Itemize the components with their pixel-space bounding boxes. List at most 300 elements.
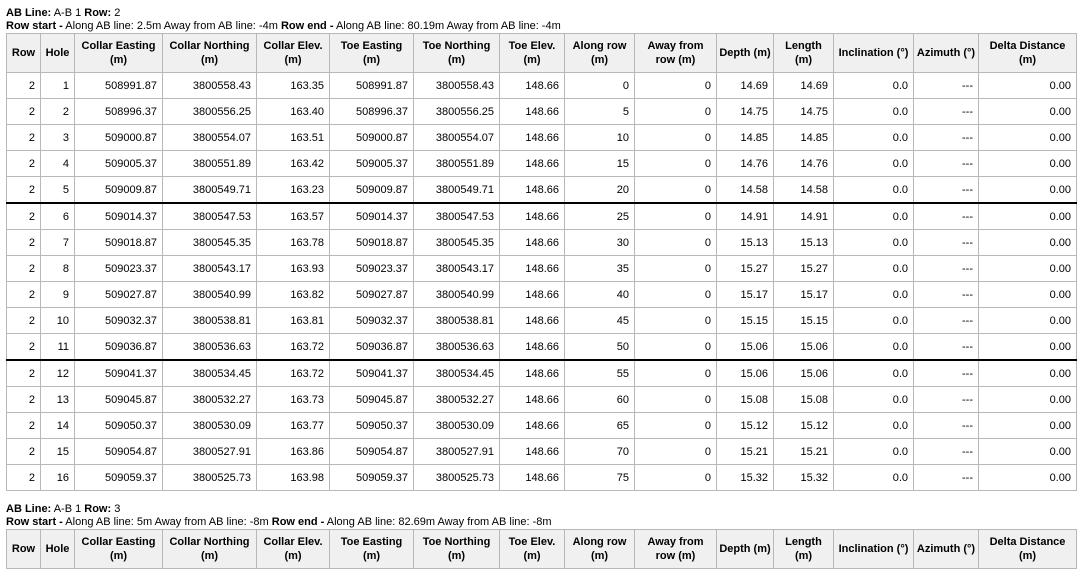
table-cell: 3800554.07 (163, 125, 257, 151)
table-cell: 509027.87 (330, 282, 414, 308)
table-cell: 0.00 (979, 203, 1077, 230)
table-header-row (7, 34, 1077, 73)
table-cell: 3 (41, 125, 75, 151)
table-cell: 0.00 (979, 256, 1077, 282)
table-cell: 0.00 (979, 308, 1077, 334)
table-cell: 0 (635, 308, 717, 334)
table-cell: 0 (635, 439, 717, 465)
table-cell: 2 (7, 465, 41, 491)
table-cell: 3800547.53 (414, 203, 500, 230)
table-cell: 0 (635, 151, 717, 177)
table-cell: 509009.87 (330, 177, 414, 204)
table-cell: 3800538.81 (414, 308, 500, 334)
column-header: Delta Distance (m) (979, 530, 1077, 569)
column-header: Depth (m) (717, 530, 774, 569)
table-cell: 509045.87 (330, 387, 414, 413)
table-cell: 0 (565, 73, 635, 99)
table-cell: 14.91 (774, 203, 834, 230)
table-cell: 163.35 (257, 73, 330, 99)
table-cell: 14 (41, 413, 75, 439)
column-header: Collar Easting (m) (75, 530, 163, 569)
table-row (7, 334, 1077, 361)
holes-table-row-3 (6, 529, 1077, 569)
column-header: Hole (41, 530, 75, 569)
column-header: Along row (m) (565, 34, 635, 73)
table-cell: --- (914, 203, 979, 230)
table-cell: 163.93 (257, 256, 330, 282)
table-cell: --- (914, 125, 979, 151)
column-header: Azimuth (°) (914, 530, 979, 569)
table-cell: --- (914, 465, 979, 491)
table-cell: 148.66 (500, 125, 565, 151)
table-cell: 15.32 (717, 465, 774, 491)
table-cell: 0.00 (979, 282, 1077, 308)
table-cell: 0.00 (979, 465, 1077, 491)
table-cell: 15.08 (774, 387, 834, 413)
column-header: Toe Northing (m) (414, 530, 500, 569)
table-cell: 10 (41, 308, 75, 334)
column-header: Inclination (°) (834, 530, 914, 569)
table-cell: --- (914, 282, 979, 308)
table-cell: 12 (41, 360, 75, 387)
table-cell: 0 (635, 282, 717, 308)
table-cell: 148.66 (500, 230, 565, 256)
table-cell: 148.66 (500, 151, 565, 177)
table-cell: 509045.87 (75, 387, 163, 413)
table-cell: 50 (565, 334, 635, 361)
table-cell: 2 (7, 203, 41, 230)
row-end-label: Row end - (271, 516, 325, 528)
table-cell: 2 (7, 334, 41, 361)
table-cell: 0 (635, 230, 717, 256)
table-cell: 15.17 (774, 282, 834, 308)
table-cell: 5 (41, 177, 75, 204)
row-range-info (6, 516, 1077, 529)
table-cell: 508991.87 (75, 73, 163, 99)
table-cell: 2 (7, 439, 41, 465)
table-cell: 163.77 (257, 413, 330, 439)
table-cell: 2 (7, 308, 41, 334)
table-cell: 15.06 (717, 334, 774, 361)
table-cell: 163.81 (257, 308, 330, 334)
table-cell: 0 (635, 203, 717, 230)
table-cell: 9 (41, 282, 75, 308)
row-value: 3 (114, 503, 121, 515)
table-cell: 3800551.89 (163, 151, 257, 177)
table-cell: 0.0 (834, 99, 914, 125)
table-cell: 8 (41, 256, 75, 282)
table-cell: 148.66 (500, 360, 565, 387)
table-cell: 509005.37 (75, 151, 163, 177)
table-cell: 2 (7, 387, 41, 413)
table-cell: 5 (565, 99, 635, 125)
table-row (7, 203, 1077, 230)
column-header: Collar Elev. (m) (257, 530, 330, 569)
table-cell: 3800545.35 (414, 230, 500, 256)
table-row (7, 308, 1077, 334)
table-cell: 2 (7, 282, 41, 308)
table-cell: 509005.37 (330, 151, 414, 177)
table-cell: 0.0 (834, 151, 914, 177)
table-cell: 15.08 (717, 387, 774, 413)
row-start-value: Along AB line: 5m Away from AB line: -8m (65, 516, 269, 528)
table-cell: 0.0 (834, 282, 914, 308)
table-cell: 0.00 (979, 177, 1077, 204)
table-cell: 15.21 (717, 439, 774, 465)
table-cell: 15.27 (717, 256, 774, 282)
table-cell: 3800527.91 (163, 439, 257, 465)
column-header: Toe Easting (m) (330, 34, 414, 73)
table-cell: 20 (565, 177, 635, 204)
table-cell: --- (914, 308, 979, 334)
table-cell: 15.27 (774, 256, 834, 282)
table-cell: 15 (41, 439, 75, 465)
table-cell: 163.72 (257, 360, 330, 387)
table-cell: 508991.87 (330, 73, 414, 99)
column-header: Along row (m) (565, 530, 635, 569)
row-label: Row: (84, 7, 112, 19)
table-row (7, 439, 1077, 465)
table-cell: 55 (565, 360, 635, 387)
table-cell: 30 (565, 230, 635, 256)
row-start-label: Row start - (6, 20, 63, 32)
table-cell: 163.57 (257, 203, 330, 230)
table-cell: 509027.87 (75, 282, 163, 308)
table-cell: 60 (565, 387, 635, 413)
table-cell: 3800525.73 (163, 465, 257, 491)
holes-table-row-2 (6, 33, 1077, 491)
table-cell: 509050.37 (330, 413, 414, 439)
column-header: Delta Distance (m) (979, 34, 1077, 73)
table-cell: 0 (635, 334, 717, 361)
table-cell: 163.40 (257, 99, 330, 125)
table-cell: 509059.37 (75, 465, 163, 491)
table-cell: 163.86 (257, 439, 330, 465)
table-cell: 163.23 (257, 177, 330, 204)
section-1-header (6, 7, 1077, 33)
column-header: Row (7, 530, 41, 569)
table-cell: 3800536.63 (163, 334, 257, 361)
table-cell: 3800527.91 (414, 439, 500, 465)
table-cell: 14.75 (717, 99, 774, 125)
table-cell: 2 (7, 256, 41, 282)
table-cell: 509059.37 (330, 465, 414, 491)
table-cell: 4 (41, 151, 75, 177)
table-cell: 16 (41, 465, 75, 491)
table-cell: 0 (635, 125, 717, 151)
column-header: Toe Elev. (m) (500, 34, 565, 73)
table-cell: 509054.87 (330, 439, 414, 465)
table-cell: 2 (7, 99, 41, 125)
table-cell: 40 (565, 282, 635, 308)
table-row (7, 177, 1077, 204)
table-cell: 0.00 (979, 99, 1077, 125)
column-header: Toe Elev. (m) (500, 530, 565, 569)
table-cell: 163.42 (257, 151, 330, 177)
table-cell: 15.06 (774, 334, 834, 361)
table-cell: 3800547.53 (163, 203, 257, 230)
column-header: Toe Northing (m) (414, 34, 500, 73)
table-cell: --- (914, 99, 979, 125)
row-range-info (6, 20, 1077, 33)
table-cell: 3800558.43 (163, 73, 257, 99)
table-cell: 0.00 (979, 413, 1077, 439)
row-start-value: Along AB line: 2.5m Away from AB line: -4m (65, 20, 278, 32)
table-cell: 15.32 (774, 465, 834, 491)
table-cell: 0.00 (979, 73, 1077, 99)
report (6, 7, 1077, 569)
table-cell: 3800549.71 (163, 177, 257, 204)
table-cell: 148.66 (500, 413, 565, 439)
table-cell: 75 (565, 465, 635, 491)
column-header: Toe Easting (m) (330, 530, 414, 569)
table-header-row (7, 530, 1077, 569)
table-cell: 2 (7, 151, 41, 177)
table-cell: 0 (635, 177, 717, 204)
column-header: Row (7, 34, 41, 73)
table-cell: 0 (635, 360, 717, 387)
row-value: 2 (114, 7, 121, 19)
table-cell: 0.0 (834, 413, 914, 439)
table-cell: 14.91 (717, 203, 774, 230)
table-cell: 509000.87 (330, 125, 414, 151)
table-cell: 148.66 (500, 99, 565, 125)
table-cell: 0 (635, 99, 717, 125)
table-cell: 0.0 (834, 439, 914, 465)
table-cell: 148.66 (500, 308, 565, 334)
table-cell: 2 (7, 230, 41, 256)
table-cell: 15.15 (717, 308, 774, 334)
table-cell: 3800540.99 (163, 282, 257, 308)
table-cell: 0.00 (979, 151, 1077, 177)
table-cell: 0.0 (834, 125, 914, 151)
table-cell: 25 (565, 203, 635, 230)
table-cell: 15.06 (717, 360, 774, 387)
table-row (7, 465, 1077, 491)
table-cell: 509014.37 (75, 203, 163, 230)
table-cell: 509050.37 (75, 413, 163, 439)
table-cell: 163.98 (257, 465, 330, 491)
table-cell: 509032.37 (330, 308, 414, 334)
table-cell: 2 (7, 360, 41, 387)
table-cell: 509000.87 (75, 125, 163, 151)
table-cell: 65 (565, 413, 635, 439)
table-cell: 0.0 (834, 360, 914, 387)
table-cell: --- (914, 387, 979, 413)
table-cell: --- (914, 334, 979, 361)
table-cell: 509041.37 (330, 360, 414, 387)
table-cell: 0.0 (834, 177, 914, 204)
table-cell: 13 (41, 387, 75, 413)
table-cell: 15.06 (774, 360, 834, 387)
table-cell: 509036.87 (75, 334, 163, 361)
table-cell: 3800532.27 (414, 387, 500, 413)
table-cell: 15.12 (774, 413, 834, 439)
column-header: Inclination (°) (834, 34, 914, 73)
column-header: Away from row (m) (635, 530, 717, 569)
table-cell: 14.75 (774, 99, 834, 125)
table-cell: 14.58 (717, 177, 774, 204)
table-cell: 0 (635, 413, 717, 439)
column-header: Length (m) (774, 34, 834, 73)
table-cell: 3800530.09 (414, 413, 500, 439)
table-cell: 15.17 (717, 282, 774, 308)
table-cell: 3800530.09 (163, 413, 257, 439)
table-cell: 45 (565, 308, 635, 334)
table-cell: 0 (635, 256, 717, 282)
table-cell: 3800540.99 (414, 282, 500, 308)
table-cell: 509014.37 (330, 203, 414, 230)
table-cell: 3800532.27 (163, 387, 257, 413)
table-cell: 2 (7, 73, 41, 99)
table-cell: 35 (565, 256, 635, 282)
table-cell: 0.00 (979, 387, 1077, 413)
row-start-label: Row start - (6, 516, 63, 528)
table-row (7, 413, 1077, 439)
table-cell: 10 (565, 125, 635, 151)
table-cell: 509032.37 (75, 308, 163, 334)
table-cell: 2 (41, 99, 75, 125)
table-cell: 3800554.07 (414, 125, 500, 151)
column-header: Collar Northing (m) (163, 34, 257, 73)
table-cell: 163.51 (257, 125, 330, 151)
table-cell: 3800534.45 (414, 360, 500, 387)
column-header: Collar Easting (m) (75, 34, 163, 73)
table-cell: 14.76 (774, 151, 834, 177)
table-cell: 0.0 (834, 334, 914, 361)
table-cell: 148.66 (500, 256, 565, 282)
table-cell: --- (914, 151, 979, 177)
table-cell: 0 (635, 387, 717, 413)
table-cell: 163.82 (257, 282, 330, 308)
table-cell: 70 (565, 439, 635, 465)
table-cell: 508996.37 (330, 99, 414, 125)
table-cell: 2 (7, 177, 41, 204)
table-cell: 2 (7, 125, 41, 151)
table-cell: 15.15 (774, 308, 834, 334)
table-cell: 163.72 (257, 334, 330, 361)
table-cell: 14.85 (774, 125, 834, 151)
table-cell: 3800545.35 (163, 230, 257, 256)
table-row (7, 387, 1077, 413)
table-cell: --- (914, 360, 979, 387)
table-row (7, 282, 1077, 308)
table-cell: 3800551.89 (414, 151, 500, 177)
table-row (7, 125, 1077, 151)
table-cell: 11 (41, 334, 75, 361)
table-cell: 148.66 (500, 282, 565, 308)
table-cell: 15.21 (774, 439, 834, 465)
table-cell: 3800558.43 (414, 73, 500, 99)
table-cell: 6 (41, 203, 75, 230)
table-row (7, 151, 1077, 177)
table-cell: 148.66 (500, 439, 565, 465)
table-row (7, 73, 1077, 99)
row-end-value: Along AB line: 82.69m Away from AB line: -8m (326, 516, 552, 528)
table-cell: 148.66 (500, 177, 565, 204)
table-cell: 2 (7, 413, 41, 439)
table-cell: 0.00 (979, 125, 1077, 151)
row-end-value: Along AB line: 80.19m Away from AB line: -4m (335, 20, 561, 32)
table-cell: 148.66 (500, 465, 565, 491)
section-2-header (6, 503, 1077, 529)
table-cell: 509023.37 (330, 256, 414, 282)
table-cell: 3800549.71 (414, 177, 500, 204)
table-cell: 0 (635, 73, 717, 99)
table-cell: 3800543.17 (414, 256, 500, 282)
table-cell: 14.58 (774, 177, 834, 204)
ab-line-label: AB Line: (6, 7, 52, 19)
table-cell: 0.00 (979, 360, 1077, 387)
table-row (7, 230, 1077, 256)
ab-line-label: AB Line: (6, 503, 52, 515)
table-cell: 3800534.45 (163, 360, 257, 387)
table-cell: 1 (41, 73, 75, 99)
table-cell: 163.73 (257, 387, 330, 413)
column-header: Collar Northing (m) (163, 530, 257, 569)
table-cell: 0.0 (834, 203, 914, 230)
table-cell: 163.78 (257, 230, 330, 256)
table-cell: --- (914, 413, 979, 439)
table-cell: --- (914, 256, 979, 282)
table-row (7, 360, 1077, 387)
table-cell: --- (914, 73, 979, 99)
table-cell: 15 (565, 151, 635, 177)
table-cell: --- (914, 177, 979, 204)
table-cell: 509036.87 (330, 334, 414, 361)
table-cell: 148.66 (500, 387, 565, 413)
table-cell: 14.76 (717, 151, 774, 177)
ab-line-value: A-B 1 (53, 7, 82, 19)
table-cell: 508996.37 (75, 99, 163, 125)
column-header: Azimuth (°) (914, 34, 979, 73)
table-row (7, 256, 1077, 282)
table-cell: 3800525.73 (414, 465, 500, 491)
table-cell: 148.66 (500, 73, 565, 99)
column-header: Away from row (m) (635, 34, 717, 73)
table-cell: 0 (635, 465, 717, 491)
table-cell: --- (914, 439, 979, 465)
table-cell: 509009.87 (75, 177, 163, 204)
table-cell: 509018.87 (330, 230, 414, 256)
table-cell: 3800543.17 (163, 256, 257, 282)
table-cell: 509023.37 (75, 256, 163, 282)
table-cell: 148.66 (500, 203, 565, 230)
row-end-label: Row end - (280, 20, 334, 32)
table-cell: 3800556.25 (163, 99, 257, 125)
table-cell: 0.0 (834, 73, 914, 99)
table-cell: 0.00 (979, 230, 1077, 256)
table-cell: 0.00 (979, 439, 1077, 465)
table-cell: 0.0 (834, 387, 914, 413)
column-header: Collar Elev. (m) (257, 34, 330, 73)
table-cell: 0.0 (834, 230, 914, 256)
table-cell: 15.13 (774, 230, 834, 256)
table-cell: 14.85 (717, 125, 774, 151)
table-cell: 0.0 (834, 465, 914, 491)
column-header: Depth (m) (717, 34, 774, 73)
column-header: Hole (41, 34, 75, 73)
table-cell: 15.13 (717, 230, 774, 256)
table-cell: 509018.87 (75, 230, 163, 256)
ab-line-info (6, 7, 1077, 20)
table-cell: 509054.87 (75, 439, 163, 465)
table-cell: 14.69 (774, 73, 834, 99)
table-cell: 15.12 (717, 413, 774, 439)
table-cell: 148.66 (500, 334, 565, 361)
table-cell: 509041.37 (75, 360, 163, 387)
ab-line-value: A-B 1 (53, 503, 82, 515)
